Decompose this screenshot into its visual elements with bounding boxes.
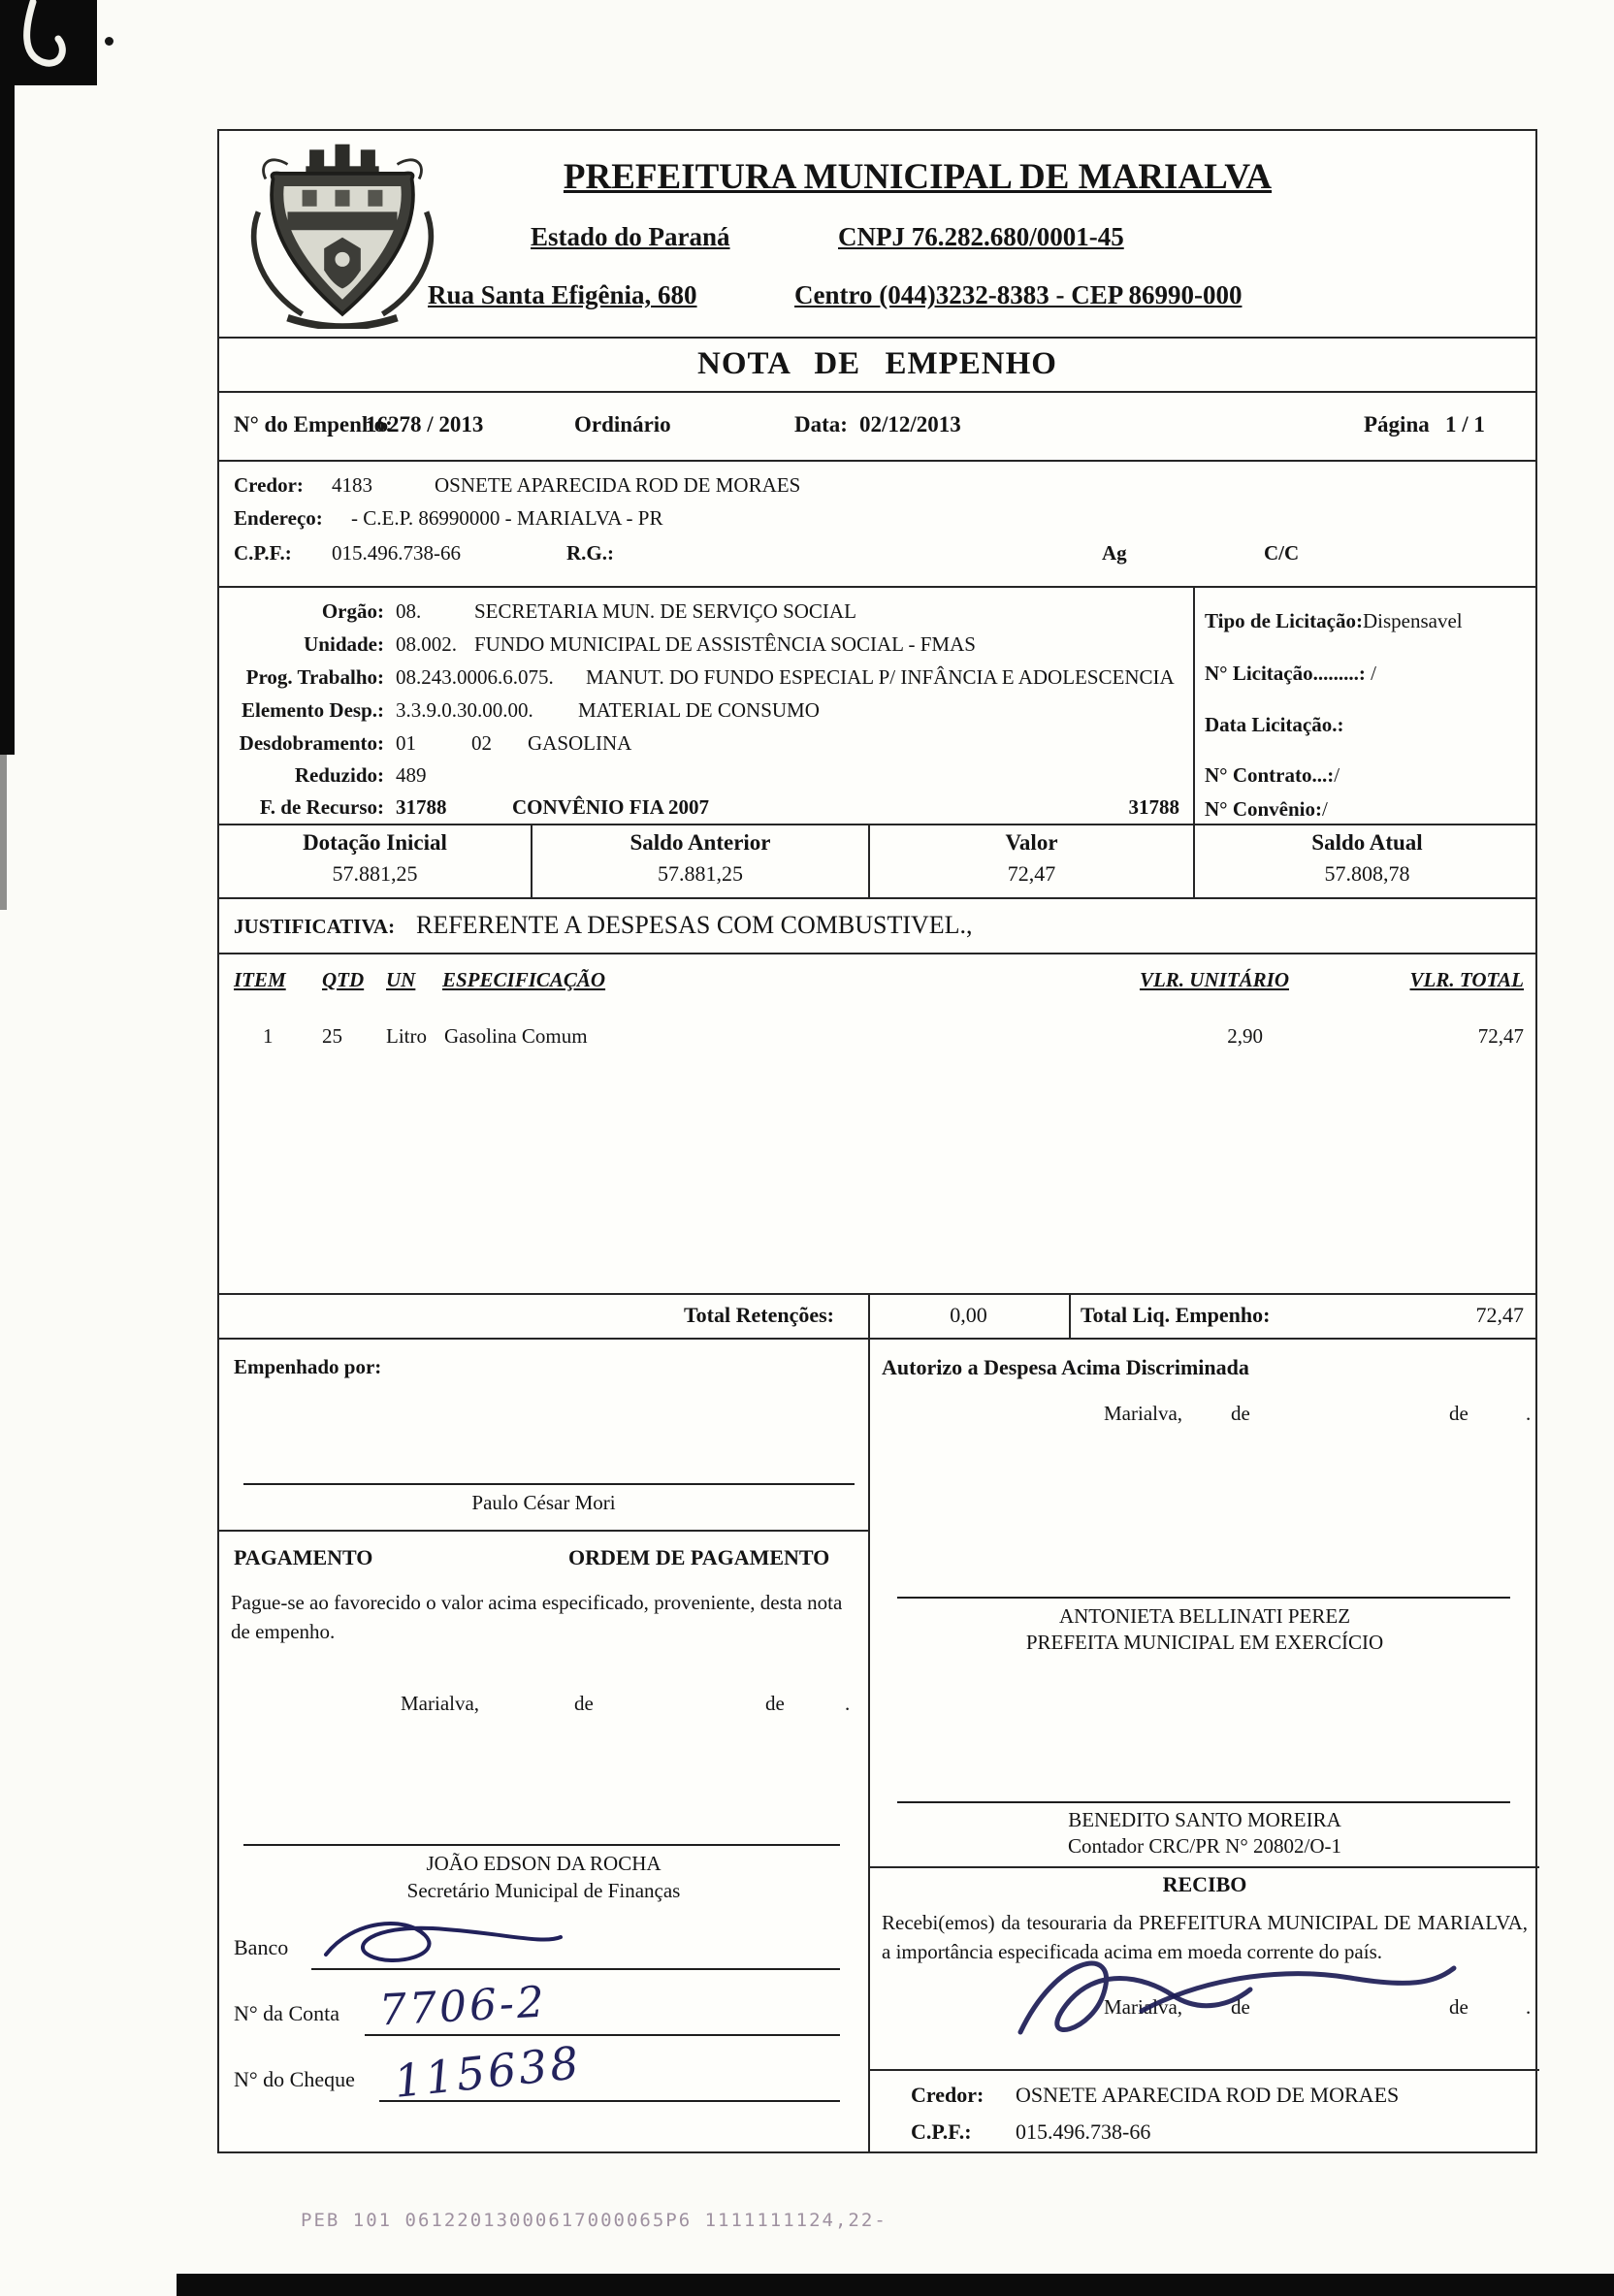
justificativa-label: JUSTIFICATIVA: — [234, 915, 396, 938]
saldo-atual-header: Saldo Atual — [1311, 830, 1423, 855]
saldo-anterior-valor: 57.881,25 — [658, 861, 743, 886]
credor-label: Credor: — [234, 473, 304, 497]
col-vlr-total-header: VLR. TOTAL — [1409, 968, 1524, 991]
empenho-data: 02/12/2013 — [859, 412, 961, 437]
cheque-manuscrito: 115638 — [391, 2036, 584, 2108]
col-qtd-header: QTD — [322, 968, 365, 991]
unidade-label: Unidade: — [304, 632, 384, 656]
valor-header: Valor — [1005, 830, 1058, 855]
doc-title: NOTA DE EMPENHO — [697, 346, 1057, 381]
saldo-anterior-header: Saldo Anterior — [629, 830, 771, 855]
form-header — [219, 131, 1535, 337]
item-numero: 1 — [263, 1024, 274, 1048]
scan-artifact-left-strip — [0, 85, 15, 755]
item-vlr-unitario: 2,90 — [1227, 1024, 1263, 1048]
credor-block — [219, 460, 1535, 586]
totais-divider-2 — [1069, 1295, 1071, 1338]
assinatura-linha-contador — [897, 1801, 1510, 1803]
convenio-label: N° Convênio: — [1205, 797, 1322, 821]
orgao-desc: SECRETARIA MUN. DE SERVIÇO SOCIAL — [474, 599, 856, 623]
ordem-pagamento-label: ORDEM DE PAGAMENTO — [568, 1545, 830, 1569]
conta-linha — [365, 2034, 840, 2036]
item-vlr-total: 72,47 — [1477, 1024, 1524, 1048]
unidade-desc: FUNDO MUNICIPAL DE ASSISTÊNCIA SOCIAL - FMAS — [474, 632, 976, 656]
estado-label: Estado do Paraná — [531, 222, 730, 251]
recurso-code2: 31788 — [1128, 795, 1179, 819]
licitacao-tipo — [1205, 609, 1463, 633]
justificativa-texto: REFERENTE A DESPESAS COM COMBUSTIVEL., — [416, 911, 973, 939]
de2-dir1: de — [1449, 1402, 1469, 1425]
dotacao-inicial-header: Dotação Inicial — [303, 830, 447, 855]
licitacao-data — [1205, 713, 1343, 737]
total-liquido-label: Total Liq. Empenho: — [1081, 1303, 1271, 1327]
endereco-label: Endereço: — [234, 506, 323, 530]
banco-assinatura-manuscrita — [316, 1914, 568, 1972]
dotacao-inicial-valor: 57.881,25 — [332, 861, 418, 886]
total-liquido-valor: 72,47 — [1475, 1303, 1524, 1327]
centro-telefone: Centro (044)3232-8383 - CEP 86990-000 — [794, 280, 1243, 309]
conta-label: N° da Conta — [234, 2001, 340, 2025]
credor-divisor — [870, 2069, 1539, 2071]
prefeita-nome: ANTONIETA BELLINATI PEREZ — [1058, 1604, 1351, 1628]
desdobramento-code1: 01 — [396, 731, 416, 755]
contrato-valor: / — [1334, 763, 1340, 787]
desdobramento-code2: 02 — [471, 731, 492, 755]
recurso-code: 31788 — [396, 795, 447, 819]
licitacao-tipo-label: Tipo de Licitação: — [1205, 609, 1363, 632]
saldo-atual-cell — [1193, 825, 1539, 897]
credor-codigo: 4183 — [332, 473, 372, 497]
orgao-label: Orgão: — [321, 599, 384, 623]
itens-table — [219, 953, 1535, 1293]
assinatura-linha-secretario — [243, 1844, 840, 1846]
marialva-dir2: Marialva, — [1104, 1995, 1183, 2019]
valor-valor: 72,47 — [1007, 861, 1056, 886]
prog-trabalho-label: Prog. Trabalho: — [245, 665, 384, 689]
unidade-code: 08.002. — [396, 632, 457, 656]
nota-de-empenho-form — [217, 129, 1537, 2153]
elemento-desc: MATERIAL DE CONSUMO — [578, 698, 820, 722]
assinatura-linha-prefeita — [897, 1597, 1510, 1599]
saldos-table — [219, 824, 1535, 897]
licitacao-divider — [1193, 588, 1195, 824]
desdobramento-label: Desdobramento: — [239, 731, 384, 755]
saldo-atual-valor: 57.808,78 — [1324, 861, 1410, 886]
recibo-cpf-label: C.P.F.: — [911, 2119, 972, 2144]
empenho-numero-label: N° do Empenho: — [234, 412, 393, 437]
cpf-valor: 015.496.738-66 — [332, 541, 461, 565]
pague-se-texto: Pague-se ao favorecido o valor acima especificado, proveniente, desta nota de empenho. — [231, 1591, 843, 1644]
classificacao-block — [219, 586, 1535, 824]
impressao-matricial: PEB 101 06122013000617000065P6 1111111124,22- — [301, 2210, 888, 2231]
assinatura-linha-empenhado — [243, 1483, 855, 1485]
elemento-code: 3.3.9.0.30.00.00. — [396, 698, 533, 722]
recibo-texto: Recebi(emos) da tesouraria da PREFEITURA MUNICIPAL DE MARIALVA, a importância especificada acima em moeda corrente do país. — [882, 1911, 1528, 1964]
valor-cell — [868, 825, 1193, 897]
endereco-valor: - C.E.P. 86990000 - MARIALVA - PR — [351, 506, 663, 530]
secretario-cargo: Secretário Municipal de Finanças — [406, 1879, 681, 1902]
de2-dir2: de — [1449, 1995, 1469, 2019]
coluna-direita — [868, 1340, 1539, 2151]
scan-artifact-bottom-bar — [177, 2274, 1614, 2296]
justificativa-row — [219, 897, 1535, 953]
prefeita-cargo: PREFEITA MUNICIPAL EM EXERCÍCIO — [1025, 1631, 1384, 1654]
recibo-credor-label: Credor: — [911, 2083, 985, 2107]
reduzido-code: 489 — [396, 763, 427, 787]
empenho-tipo: Ordinário — [574, 412, 671, 437]
marialva-dir1: Marialva, — [1104, 1402, 1183, 1425]
licitacao-data-label: Data Licitação.: — [1205, 713, 1344, 736]
doc-title-bar — [219, 337, 1535, 391]
elemento-label: Elemento Desp.: — [242, 698, 384, 722]
cnpj-label: CNPJ 76.282.680/0001-45 — [838, 222, 1124, 251]
recibo-divisor — [870, 1866, 1539, 1868]
coluna-esquerda — [219, 1340, 868, 2151]
pagina-valor: 1 / 1 — [1445, 412, 1485, 437]
recibo-assinatura-manuscrita — [996, 1935, 1471, 2066]
de2-esq: de — [765, 1692, 785, 1715]
autorizo-label: Autorizo a Despesa Acima Discriminada — [882, 1355, 1249, 1379]
convenio-valor: / — [1322, 797, 1328, 821]
total-retencoes-label: Total Retenções: — [684, 1303, 834, 1327]
col-vlr-unitario-header: VLR. UNITÁRIO — [1139, 968, 1289, 991]
pen-mark — [2, 0, 91, 80]
licitacao-tipo-valor: Dispensavel — [1362, 609, 1463, 632]
recibo-titulo: RECIBO — [1162, 1872, 1247, 1896]
licitacao-numero — [1205, 662, 1376, 686]
total-retencoes-valor: 0,00 — [950, 1303, 987, 1327]
pagina-label: Página — [1364, 412, 1430, 437]
convenio — [1205, 797, 1328, 822]
ponto-dir2: . — [1526, 1995, 1532, 2019]
licitacao-numero-valor: / — [1365, 662, 1376, 685]
item-especificacao: Gasolina Comum — [444, 1024, 588, 1048]
item-qtd: 25 — [322, 1024, 342, 1048]
empenho-row — [219, 391, 1535, 460]
endereco-prefeitura: Rua Santa Efigênia, 680 — [428, 280, 697, 309]
secretario-nome: JOÃO EDSON DA ROCHA — [426, 1852, 662, 1875]
empenhado-por-label: Empenhado por: — [234, 1355, 382, 1378]
recurso-desc: CONVÊNIO FIA 2007 — [512, 795, 710, 819]
contador-nome: BENEDITO SANTO MOREIRA — [1068, 1808, 1341, 1831]
dotacao-inicial-cell — [219, 825, 531, 897]
pagamento-label: PAGAMENTO — [234, 1545, 373, 1569]
empenhado-nome: Paulo César Mori — [471, 1491, 616, 1514]
scan-artifact-left-strip-fade — [0, 755, 7, 910]
ponto-dir1: . — [1526, 1402, 1532, 1425]
banco-label: Banco — [234, 1935, 289, 1959]
recurso-label: F. de Recurso: — [259, 795, 384, 819]
totais-row — [219, 1293, 1535, 1338]
assinaturas-area — [219, 1338, 1535, 2151]
marialva-esq: Marialva, — [401, 1692, 480, 1715]
cpf-label: C.P.F.: — [234, 541, 292, 565]
ag-label: Ag — [1102, 541, 1127, 565]
prefeitura-title: PREFEITURA MUNICIPAL DE MARIALVA — [563, 157, 1273, 197]
de1-dir1: de — [1231, 1402, 1250, 1425]
desdobramento-desc: GASOLINA — [528, 731, 632, 755]
divisor-pagamento — [219, 1530, 868, 1532]
rg-label: R.G.: — [566, 541, 614, 565]
reduzido-label: Reduzido: — [294, 763, 384, 787]
recibo-cpf-valor: 015.496.738-66 — [1016, 2119, 1151, 2144]
empenho-data-label: Data: — [794, 412, 848, 437]
credor-nome: OSNETE APARECIDA ROD DE MORAES — [435, 473, 801, 497]
conta-manuscrito: 7706-2 — [377, 1977, 549, 2036]
scan-artifact-dot — [105, 37, 113, 46]
contador-cargo: Contador CRC/PR N° 20802/O-1 — [1067, 1834, 1341, 1858]
prog-trabalho-code: 08.243.0006.6.075. — [396, 665, 554, 689]
col-item-header: ITEM — [234, 968, 286, 991]
prog-trabalho-desc: MANUT. DO FUNDO ESPECIAL P/ INFÂNCIA E ADOLESCENCIA — [586, 665, 1175, 689]
ponto-esq: . — [845, 1692, 851, 1715]
empenho-numero: 16278 / 2013 — [366, 412, 484, 437]
orgao-code: 08. — [396, 599, 422, 623]
cc-label: C/C — [1264, 541, 1300, 565]
licitacao-numero-label: N° Licitação.........: — [1205, 662, 1366, 685]
de1-dir2: de — [1231, 1995, 1250, 2019]
col-especificacao-header: ESPECIFICAÇÃO — [442, 968, 606, 991]
contrato — [1205, 763, 1340, 788]
saldo-anterior-cell — [531, 825, 868, 897]
cheque-label: N° do Cheque — [234, 2067, 355, 2091]
recibo-credor-nome: OSNETE APARECIDA ROD DE MORAES — [1016, 2083, 1400, 2107]
item-un: Litro — [386, 1024, 427, 1048]
contrato-label: N° Contrato...: — [1205, 763, 1335, 787]
de1-esq: de — [574, 1692, 594, 1715]
col-un-header: UN — [386, 968, 416, 991]
